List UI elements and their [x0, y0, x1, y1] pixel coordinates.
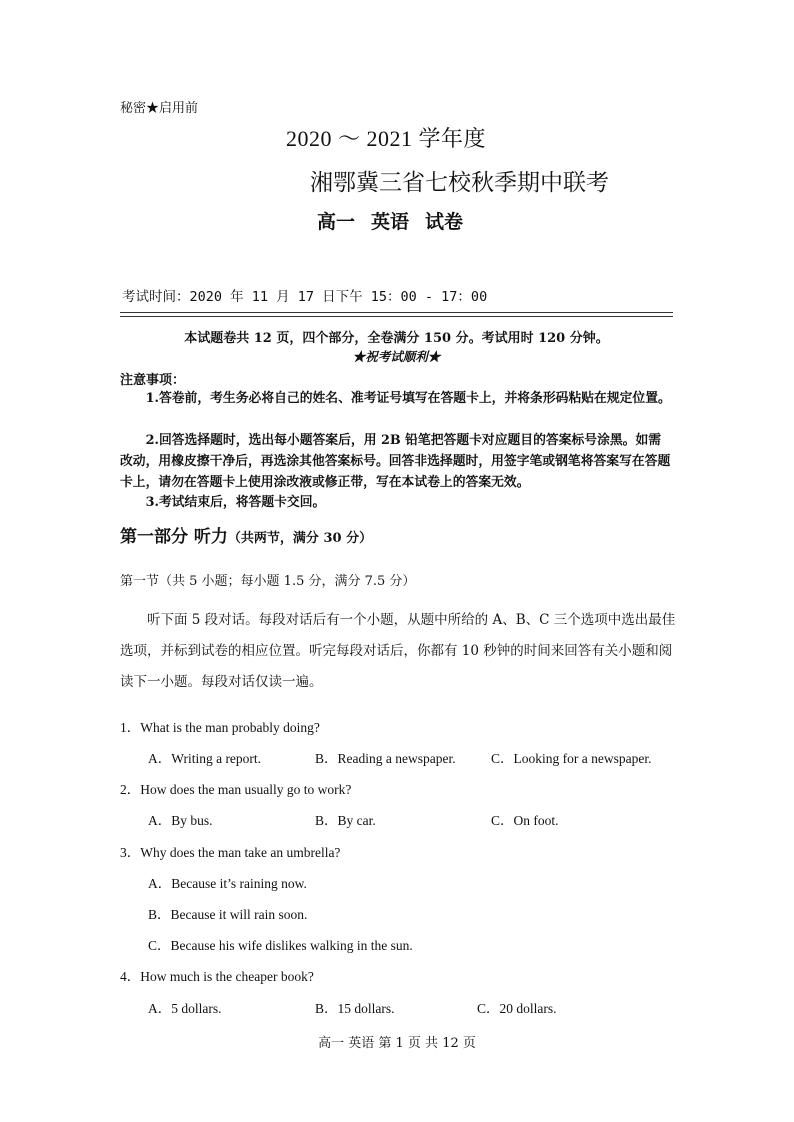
notice-item-2: [120, 430, 673, 493]
question-2-option-a: A．By bus.: [148, 813, 213, 828]
listening-instructions: 听下面 5 段对话。每段对话后有一个小题，从题中所给的 A、B、C 三个选项中选出最佳选项，并标到试卷的相应位置。听完每段对话后，你都有 10 秒钟的时间来回答有关小题和阅读下一小题。每段对话仅读一遍。: [120, 612, 676, 690]
question-1-option-b: B．Reading a newspaper.: [315, 751, 456, 766]
question-3-option-b: B．Because it will rain soon.: [148, 907, 308, 922]
part1-title: 第一部分 听力: [120, 527, 228, 547]
good-luck: ★祝考试顺利★: [352, 349, 441, 364]
section1-heading: 第一节（共 5 小题；每小题 1.5 分，满分 7.5 分）: [120, 574, 416, 589]
exam-summary: 本试题卷共 12 页，四个部分，全卷满分 150 分。考试用时 120 分钟。: [184, 331, 609, 346]
paper-label: 试卷: [425, 211, 464, 233]
question-1-option-c: C．Looking for a newspaper.: [491, 751, 652, 766]
paper-title: [317, 207, 479, 234]
notice-item-3: [120, 492, 673, 513]
notice-item-1-text: 1.答卷前，考生务必将自己的姓名、准考证号填写在答题卡上，并将条形码粘贴在规定位置。: [145, 391, 671, 406]
question-4-option-a: A．5 dollars.: [148, 1001, 222, 1016]
question-4-stem: 4．How much is the cheaper book?: [120, 969, 314, 984]
notice-item-3-text: 3.考试结束后，将答题卡交回。: [145, 495, 326, 510]
question-4-option-b: B．15 dollars.: [315, 1001, 395, 1016]
question-2-stem: 2．How does the man usually go to work?: [120, 782, 352, 797]
page-footer: 高一 英语 第 1 页 共 12 页: [318, 1036, 476, 1051]
academic-year: 2020 ～ 2021 学年度: [286, 126, 487, 151]
question-3-stem: 3．Why does the man take an umbrella?: [120, 845, 341, 860]
question-1-option-a: A．Writing a report.: [148, 751, 262, 766]
part1-subtitle: （共两节，满分 30 分）: [227, 531, 373, 546]
exam-time: 考试时间：2020 年 11 月 17 日下午 15：00 - 17：00: [122, 289, 488, 305]
notice-heading: 注意事项：: [120, 373, 186, 388]
question-2-option-c: C．On foot.: [491, 813, 559, 828]
notice-item-2-text: 2.回答选择题时，选出每小题答案后，用 2B 铅笔把答题卡对应题目的答案标号涂黑。如需改动，用橡皮擦干净后，再选涂其他答案标号。回答非选择题时，用签字笔或钢笔将答案写在答题卡上，请勿在答题卡上使用涂改液或修正带，写在本试卷上的答案无效。: [120, 433, 671, 490]
exam-name: 湘鄂冀三省七校秋季期中联考: [310, 170, 609, 196]
question-3-option-c: C．Because his wife dislikes walking in the sun.: [148, 938, 413, 953]
notice-item-1: [120, 388, 673, 409]
divider: [120, 312, 673, 313]
grade-label: 高一: [317, 211, 356, 233]
divider: [120, 316, 673, 317]
question-1-stem: 1．What is the man probably doing?: [120, 720, 320, 735]
part1-heading: [120, 522, 372, 547]
question-3-option-a: A．Because it’s raining now.: [148, 876, 307, 891]
question-2-option-b: B．By car.: [315, 813, 376, 828]
secret-label: 秘密★启用前: [120, 101, 199, 116]
subject-label: 英语: [371, 211, 410, 233]
question-4-option-c: C．20 dollars.: [477, 1001, 557, 1016]
